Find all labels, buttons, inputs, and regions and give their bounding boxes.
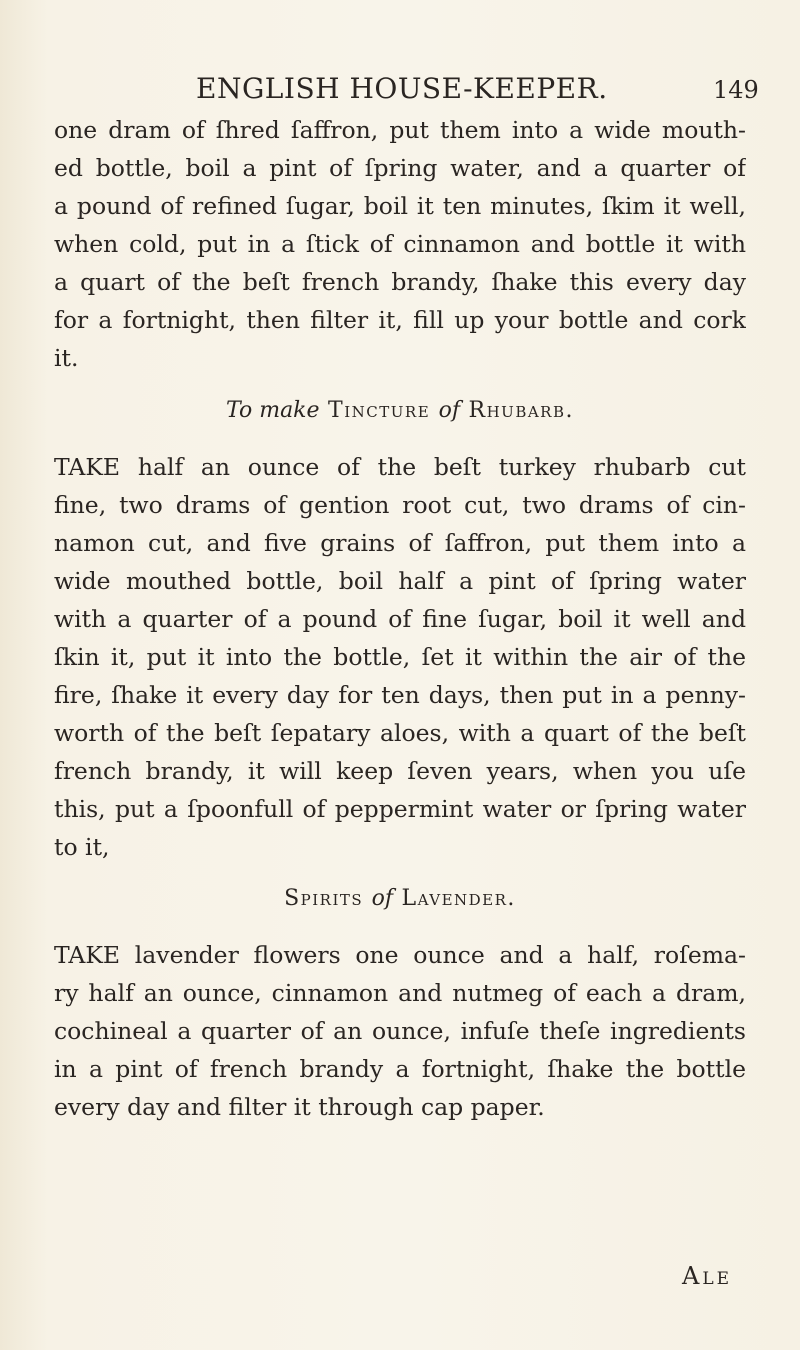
text-line: a quart of the beſt french brandy, ſhake this every day <box>54 268 746 296</box>
page-number: 149 <box>713 76 759 104</box>
heading-prefix: To make <box>226 398 320 423</box>
text-line: ſkin it, put it into the bottle, ſet it within the air of the <box>54 643 746 671</box>
text-line: for a fortnight, then filter it, fill up your bottle and cork <box>54 306 746 334</box>
text-line: cochineal a quarter of an ounce, infuſe theſe ingredients <box>54 1017 746 1045</box>
text-line: this, put a ſpoonfull of peppermint water or ſpring water <box>54 795 746 823</box>
heading-subject: Rhubarb. <box>468 398 574 423</box>
text-line: ry half an ounce, cinnamon and nutmeg of each a dram, <box>54 979 746 1007</box>
heading-of: of <box>438 398 461 423</box>
text-line: fine, two drams of gention root cut, two drams of cin- <box>54 491 746 519</box>
text-line: it. <box>54 344 79 372</box>
heading-main: Spirits <box>284 886 364 911</box>
text-line: when cold, put in a ſtick of cinnamon and bottle it with <box>54 230 746 258</box>
text-line: wide mouthed bottle, boil half a pint of ſpring water <box>54 567 746 595</box>
text-line: french brandy, it will keep ſeven years, when you uſe <box>54 757 746 785</box>
heading-subject: Lavender. <box>401 886 516 911</box>
text-line: namon cut, and five grains of ſaffron, put them into a <box>54 529 746 557</box>
text-line: ed bottle, boil a pint of ſpring water, and a quarter of <box>54 154 746 182</box>
text-line: a pound of refined ſugar, boil it ten minutes, ſkim it well, <box>54 192 746 220</box>
text-line: in a pint of french brandy a fortnight, ſhake the bottle <box>54 1055 746 1083</box>
text-line: every day and filter it through cap paper. <box>54 1093 545 1121</box>
running-head: ENGLISH HOUSE-KEEPER. <box>196 72 608 105</box>
text-line: fire, ſhake it every day for ten days, then put in a penny- <box>54 681 746 709</box>
heading-main: Tincture <box>328 398 431 423</box>
catchword: Ale <box>682 1262 733 1290</box>
text-line: TAKE lavender flowers one ounce and a half, roſema- <box>54 941 746 969</box>
text-line: one dram of ſhred ſaffron, put them into a wide mouth- <box>54 116 746 144</box>
section-heading-lavender <box>0 886 800 911</box>
heading-of: of <box>371 886 394 911</box>
text-line: TAKE half an ounce of the beſt turkey rhubarb cut <box>54 453 746 481</box>
section-heading-rhubarb <box>0 398 800 423</box>
text-line: worth of the beſt ſepatary aloes, with a quart of the beſt <box>54 719 746 747</box>
text-line: to it, <box>54 833 110 861</box>
text-line: with a quarter of a pound of fine ſugar, boil it well and <box>54 605 746 633</box>
